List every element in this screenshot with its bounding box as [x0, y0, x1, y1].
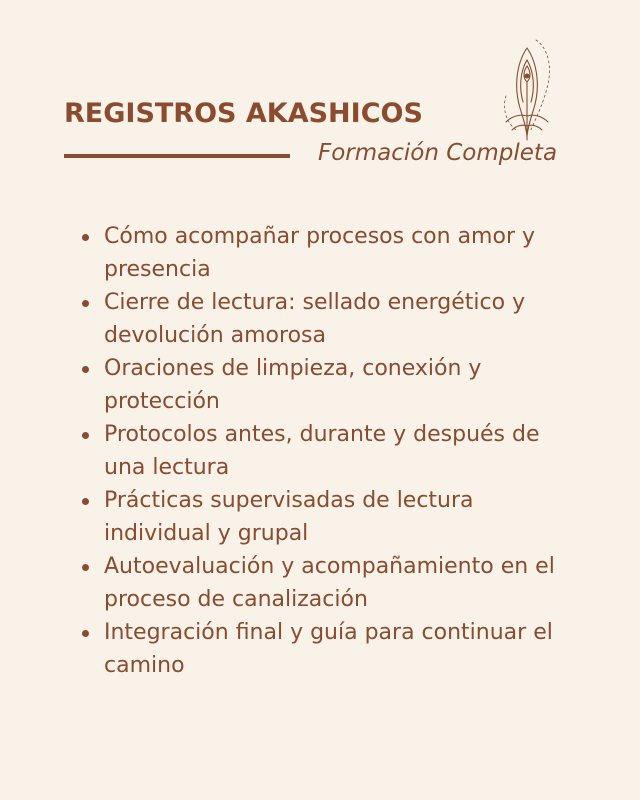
bullet-icon [82, 366, 89, 373]
page-subtitle: Formación Completa [318, 140, 558, 166]
list-item-text: Autoevaluación y acompañamiento en el proceso de canalización [104, 554, 555, 612]
bullet-icon [82, 564, 89, 571]
list-item [82, 352, 574, 418]
list-item-text: Integración final y guía para continuar el camino [104, 620, 553, 678]
bullet-icon [82, 432, 89, 439]
list-item-text: Protocolos antes, durante y después de una lectura [104, 422, 540, 480]
title-divider [64, 154, 290, 158]
bullet-icon [82, 234, 89, 241]
list-item-text: Oraciones de limpieza, conexión y protección [104, 356, 482, 414]
list-item [82, 550, 574, 616]
list-item [82, 616, 574, 682]
curriculum-list [82, 220, 582, 682]
bullet-icon [82, 630, 89, 637]
list-item-text: Cómo acompañar procesos con amor y presencia [104, 224, 535, 282]
list-item-text: Cierre de lectura: sellado energético y devolución amorosa [104, 290, 526, 348]
feather-ornament-icon [496, 36, 558, 144]
list-item [82, 418, 574, 484]
bullet-icon [82, 498, 89, 505]
list-item-text: Prácticas supervisadas de lectura individual y grupal [104, 488, 474, 546]
bullet-icon [82, 300, 89, 307]
page-title: REGISTROS AKASHICOS [64, 98, 423, 129]
list-item [82, 484, 574, 550]
list-item [82, 220, 574, 286]
list-item [82, 286, 574, 352]
